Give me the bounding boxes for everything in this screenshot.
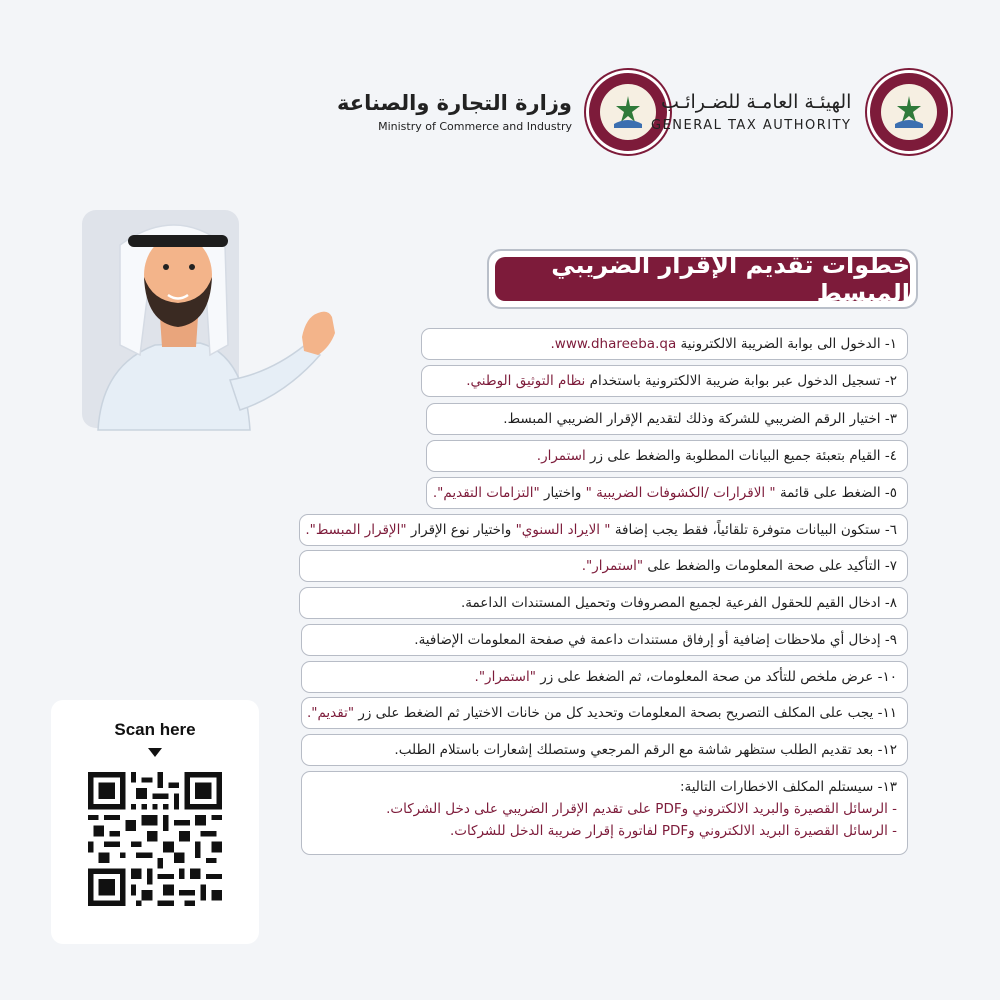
step-3 xyxy=(426,403,908,435)
step-8 xyxy=(299,587,908,619)
step-12 xyxy=(301,734,908,766)
step-text: - بعد تقديم الطلب ستظهر شاشة مع الرقم المرجعي وستصلك إشعارات باستلام الطلب. xyxy=(394,742,883,758)
authority-name xyxy=(651,91,851,133)
step-text: - عرض ملخص للتأكد من صحة المعلومات، ثم الضغط على زر xyxy=(535,669,883,685)
notification-item: - الرسائل القصيرة والبريد الالكتروني وPDF على تقديم الإقرار الضريبي على دخل الشركات. xyxy=(386,801,897,817)
ministry-name xyxy=(337,91,572,133)
step-text-2: واختيار نوع الإقرار xyxy=(406,522,516,538)
step-highlight: استمرار. xyxy=(536,448,586,464)
step-number: ١٠ xyxy=(882,669,897,685)
step-text: - القيام بتعبئة جميع البيانات المطلوبة والضغط على زر xyxy=(585,448,890,464)
step-highlight: "استمرار". xyxy=(474,669,536,685)
step-highlight: " الاقرارات /الكشوفات الضريبية " xyxy=(585,485,776,501)
step-number: ٥ xyxy=(889,485,897,501)
step-4 xyxy=(426,440,908,472)
step-text: - اختيار الرقم الضريبي للشركة وذلك لتقديم الإقرار الضريبي المبسط. xyxy=(503,411,890,427)
step-text: - الضغط على قائمة xyxy=(775,485,890,501)
ministry-name-en: Ministry of Commerce and Industry xyxy=(378,120,572,133)
step-6 xyxy=(299,514,908,546)
step-text: - تسجيل الدخول عبر بوابة ضريبة الالكترونية باستخدام xyxy=(585,373,890,389)
qr-code-icon[interactable] xyxy=(88,772,222,906)
qr-card xyxy=(51,700,259,944)
arrow-down-icon xyxy=(148,748,162,757)
step-11 xyxy=(301,697,908,729)
step-highlight: "تقديم". xyxy=(306,705,355,721)
portal-link[interactable]: www.dhareeba.qa. xyxy=(550,336,677,352)
page-title: خطوات تقديم الإقرار الضريبي المبسط xyxy=(495,257,910,301)
step-number: ٣ xyxy=(889,411,897,427)
step-text: - ستكون البيانات متوفرة تلقائياً، فقط يجب إضافة xyxy=(610,522,890,538)
step-text: - ادخال القيم للحقول الفرعية لجميع المصروفات وتحميل المستندات الداعمة. xyxy=(460,595,890,611)
step-number: ٦ xyxy=(889,522,897,538)
step-13 xyxy=(301,771,908,855)
step-text: - سيستلم المكلف الاخطارات التالية: xyxy=(679,779,883,795)
step-text: - يجب على المكلف التصريح بصحة المعلومات وتحديد كل من خانات الاختيار ثم الضغط على زر xyxy=(354,705,883,721)
step-number: ٩ xyxy=(889,632,897,648)
step-number: ١ xyxy=(889,336,897,352)
step-number: ١٢ xyxy=(882,742,897,758)
avatar-illustration xyxy=(80,205,350,435)
authority-name-en: GENERAL TAX AUTHORITY xyxy=(651,118,852,133)
step-number: ٨ xyxy=(889,595,897,611)
ministry-name-ar: وزارة التجارة والصناعة xyxy=(337,91,572,115)
step-10 xyxy=(301,661,908,693)
authority-name-ar: الهيئـة العامـة للضـرائـب xyxy=(660,91,852,113)
step-number: ١١ xyxy=(882,705,897,721)
title-box xyxy=(487,249,918,309)
step-number: ٤ xyxy=(889,448,897,464)
step-number: ٧ xyxy=(889,558,897,574)
step-2 xyxy=(421,365,908,397)
step-highlight: "استمرار". xyxy=(581,558,644,574)
step-text: - إدخال أي ملاحظات إضافية أو إرفاق مستندات داعمة في صفحة المعلومات الإضافية. xyxy=(414,632,890,648)
step-5 xyxy=(426,477,908,509)
step-number: ٢ xyxy=(889,373,897,389)
authority-logo-block xyxy=(651,70,951,154)
state-emblem-icon xyxy=(867,70,951,154)
step-9 xyxy=(301,624,908,656)
step-text: - التأكيد على صحة المعلومات والضغط على xyxy=(643,558,890,574)
scan-label: Scan here xyxy=(114,720,196,739)
step-7 xyxy=(299,550,908,582)
step-highlight-2: "التزامات التقديم". xyxy=(432,485,540,501)
step-highlight: نظام التوثيق الوطني. xyxy=(466,373,586,389)
step-highlight-2: "الإقرار المبسط". xyxy=(305,522,407,538)
step-number: ١٣ xyxy=(882,779,897,795)
step-text: - الدخول الى بوابة الضريبة الالكترونية xyxy=(676,336,890,352)
step-highlight: " الايراد السنوي" xyxy=(515,522,611,538)
ministry-logo-block xyxy=(337,70,670,154)
step-1 xyxy=(421,328,908,360)
step-text-2: واختيار xyxy=(539,485,586,501)
notification-item: - الرسائل القصيرة البريد الالكتروني وPDF لفاتورة إقرار ضريبة الدخل للشركات. xyxy=(449,823,897,839)
